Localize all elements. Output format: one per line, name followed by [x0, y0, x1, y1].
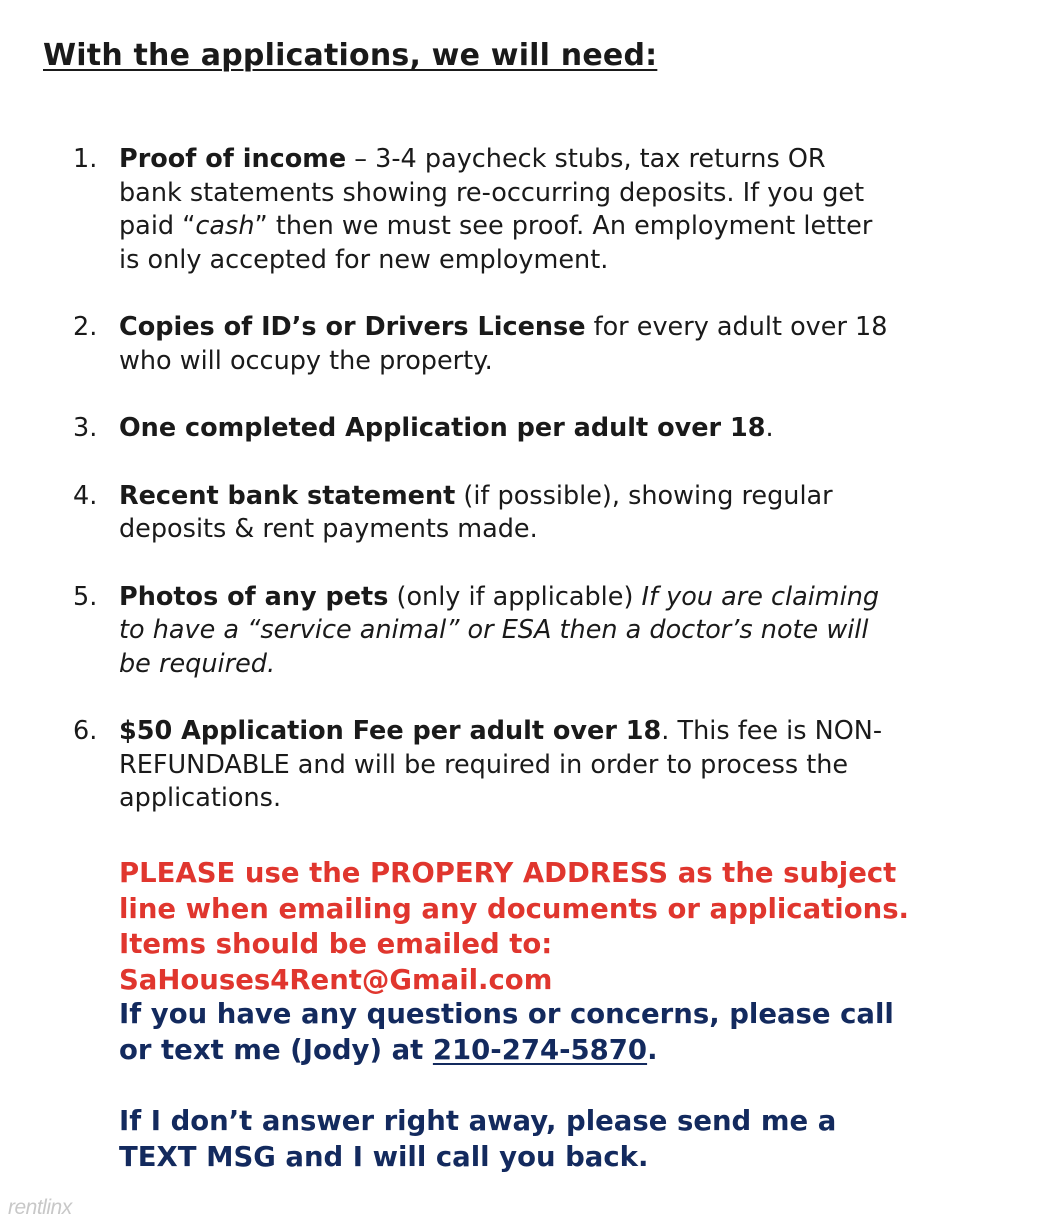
- list-item-bank-statement: [73, 480, 893, 547]
- list-item-fee: [73, 715, 893, 816]
- list-item-pets: [73, 581, 893, 682]
- item-number: 5.: [73, 581, 98, 612]
- item-text: – 3-4 paycheck stubs, tax returns OR bank statements showing re-occurring deposits. If you get paid “: [119, 144, 865, 241]
- item-text: . This fee is NON-REFUNDABLE and will be required in order to process the applications.: [119, 716, 883, 813]
- item-number: 6.: [73, 716, 98, 746]
- item-title: $50 Application Fee per adult over 18: [119, 716, 662, 746]
- item-text: (if possible), showing regular deposits & rent payments made.: [119, 480, 833, 544]
- phone-link[interactable]: 210-274-5870: [432, 1033, 648, 1066]
- item-text: ” then we must see proof. An employment letter is only accepted for new employment.: [119, 211, 873, 275]
- item-number: 3.: [73, 413, 98, 443]
- item-text: (only if applicable): [388, 581, 642, 612]
- item-number: 2.: [73, 312, 98, 342]
- requirements-list: [73, 143, 893, 850]
- questions-text: If you have any questions or concerns, please call or text me (Jody) at: [119, 998, 894, 1066]
- list-item-application: [73, 412, 893, 446]
- item-title: One completed Application per adult over 18: [119, 413, 766, 443]
- item-text: .: [765, 413, 774, 443]
- item-title: Recent bank statement: [119, 480, 456, 511]
- item-italic: cash: [195, 211, 255, 241]
- item-text: for every adult over 18 who will occupy the property.: [119, 312, 888, 376]
- item-title: Photos of any pets: [119, 581, 389, 612]
- list-item-ids: [73, 311, 893, 378]
- contact-questions: [119, 997, 909, 1068]
- item-number: 4.: [73, 480, 98, 511]
- item-title: Copies of ID’s or Drivers License: [119, 312, 586, 342]
- page-heading: With the applications, we will need:: [43, 38, 658, 73]
- text-message-note: If I don’t answer right away, please send me a TEXT MSG and I will call you back.: [119, 1105, 837, 1173]
- item-number: 1.: [73, 144, 98, 174]
- item-italic: If you are claiming to have a “service animal” or ESA then a doctor’s note will be required.: [119, 581, 880, 679]
- rentlinx-watermark: rentlinx: [8, 1196, 72, 1219]
- item-title: Proof of income: [119, 144, 347, 174]
- email-instructions: PLEASE use the PROPERY ADDRESS as the subject line when emailing any documents or applications. Items should be emailed to: SaHouses4Rent@Gmail.com: [119, 857, 910, 996]
- list-item-proof-of-income: [73, 143, 893, 277]
- questions-end: .: [647, 1033, 658, 1066]
